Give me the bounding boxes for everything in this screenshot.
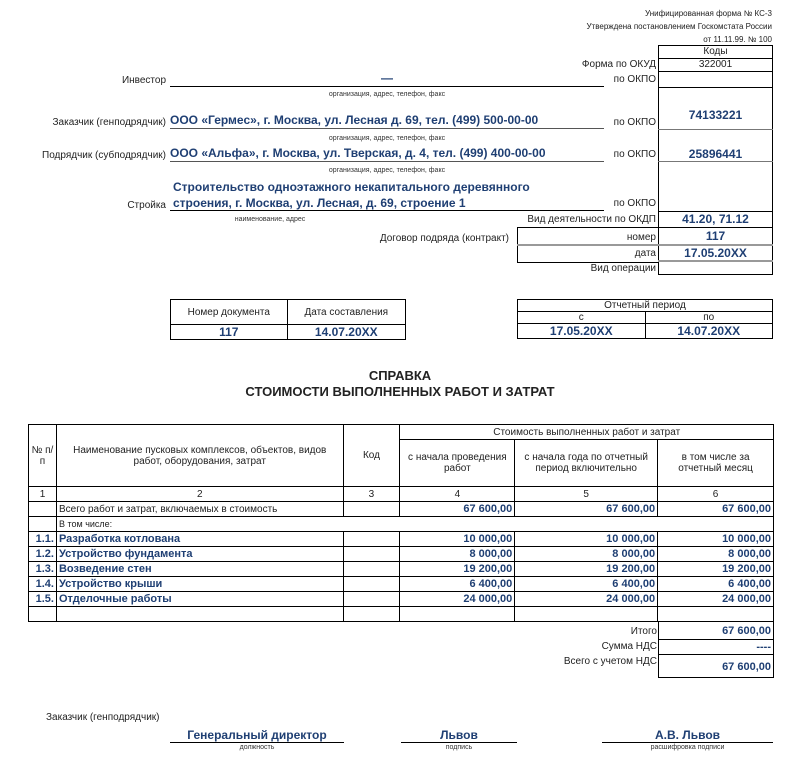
row-c6[interactable]: 10 000,00 bbox=[658, 532, 774, 547]
contract-label: Договор подряда (контракт) bbox=[379, 233, 509, 244]
sign-hint: подпись bbox=[445, 744, 473, 751]
doc-number[interactable]: 117 bbox=[171, 325, 288, 340]
investor-okpo-label: по ОКПО bbox=[613, 74, 656, 85]
number-label: номер bbox=[626, 232, 656, 243]
codes-title: Коды bbox=[703, 46, 728, 57]
site-label: Стройка bbox=[127, 200, 166, 211]
contractor-okpo[interactable]: 25896441 bbox=[688, 147, 743, 161]
row-c6[interactable]: 8 000,00 bbox=[658, 547, 774, 562]
row-c5[interactable]: 6 400,00 bbox=[515, 577, 658, 592]
grand-total-value[interactable]: 67 600,00 bbox=[722, 661, 771, 673]
doc-date-header: Дата составления bbox=[287, 300, 405, 325]
header-month: в том числе за отчетный месяц bbox=[658, 440, 774, 487]
row-name[interactable]: Устройство крыши bbox=[56, 577, 343, 592]
total-label: Итого bbox=[630, 626, 657, 637]
works-table bbox=[28, 424, 774, 622]
header-num: № п/п bbox=[29, 425, 57, 487]
col-number: 5 bbox=[515, 487, 658, 502]
row-name[interactable]: Возведение стен bbox=[56, 562, 343, 577]
row-c6[interactable]: 19 200,00 bbox=[658, 562, 774, 577]
col-number: 6 bbox=[658, 487, 774, 502]
investor-hint: организация, адрес, телефон, факс bbox=[328, 91, 446, 98]
okdp-label: по ОКДП bbox=[614, 214, 656, 225]
header-from-year: с начала года по отчетный период включительно bbox=[515, 440, 658, 487]
table-row bbox=[29, 592, 774, 607]
period-to-label: по bbox=[645, 312, 773, 324]
period-to[interactable]: 14.07.20XX bbox=[645, 324, 773, 339]
investor-field[interactable]: — bbox=[170, 71, 604, 87]
period-from[interactable]: 17.05.20XX bbox=[518, 324, 646, 339]
customer-okpo-label: по ОКПО bbox=[613, 117, 656, 128]
okud-code[interactable]: 322001 bbox=[698, 59, 733, 70]
total-row-c6[interactable]: 67 600,00 bbox=[658, 502, 774, 517]
document-title: СПРАВКА bbox=[368, 368, 432, 383]
site-hint: наименование, адрес bbox=[234, 216, 306, 223]
contractor-okpo-label: по ОКПО bbox=[613, 149, 656, 160]
activity-label: Вид деятельности bbox=[527, 214, 612, 225]
total-row-label: Всего работ и затрат, включаемых в стоимость bbox=[56, 502, 343, 517]
form-title: Унифицированная форма № КС-3 bbox=[645, 9, 772, 18]
row-num: 1.2. bbox=[29, 547, 57, 562]
total-row-code[interactable] bbox=[343, 502, 400, 517]
col-number: 4 bbox=[400, 487, 515, 502]
period-header: Отчетный период bbox=[518, 300, 773, 312]
period-from-label: с bbox=[518, 312, 646, 324]
vat-value[interactable]: ---- bbox=[756, 641, 771, 653]
table-row bbox=[29, 577, 774, 592]
row-c5[interactable]: 24 000,00 bbox=[515, 592, 658, 607]
header-from-start: с начала проведения работ bbox=[400, 440, 515, 487]
contractor-hint: организация, адрес, телефон, факс bbox=[328, 167, 446, 174]
customer-label: Заказчик (генподрядчик) bbox=[52, 117, 166, 128]
row-c5[interactable]: 10 000,00 bbox=[515, 532, 658, 547]
investor-label: Инвестор bbox=[121, 75, 166, 86]
col-number: 3 bbox=[343, 487, 400, 502]
row-c6[interactable]: 24 000,00 bbox=[658, 592, 774, 607]
document-subtitle: СТОИМОСТИ ВЫПОЛНЕННЫХ РАБОТ И ЗАТРАТ bbox=[245, 384, 555, 399]
customer-field[interactable]: ООО «Гермес», г. Москва, ул. Лесная д. 69, тел. (499) 500-00-00 bbox=[170, 113, 604, 129]
doc-number-header: Номер документа bbox=[171, 300, 288, 325]
total-row-c4[interactable]: 67 600,00 bbox=[400, 502, 515, 517]
row-code[interactable] bbox=[343, 532, 400, 547]
position-hint: должность bbox=[239, 744, 275, 751]
col-number: 2 bbox=[56, 487, 343, 502]
row-c4[interactable]: 19 200,00 bbox=[400, 562, 515, 577]
site-line-2[interactable]: строения, г. Москва, ул. Лесная, д. 69, строение 1 bbox=[170, 196, 604, 211]
row-num: 1.1. bbox=[29, 532, 57, 547]
row-c4[interactable]: 24 000,00 bbox=[400, 592, 515, 607]
decode-hint: расшифровка подписи bbox=[650, 744, 725, 751]
site-okpo-label: по ОКПО bbox=[613, 198, 656, 209]
row-name[interactable]: Разработка котлована bbox=[56, 532, 343, 547]
document-info-table bbox=[170, 299, 406, 340]
customer-hint: организация, адрес, телефон, факс bbox=[328, 135, 446, 142]
signature-party-label: Заказчик (генподрядчик) bbox=[46, 712, 160, 723]
total-row bbox=[29, 502, 774, 517]
empty-row bbox=[29, 607, 774, 622]
grand-total-label: Всего с учетом НДС bbox=[563, 656, 657, 667]
contract-date[interactable]: 17.05.20XX bbox=[684, 246, 747, 260]
row-num: 1.5. bbox=[29, 592, 57, 607]
date-label: дата bbox=[634, 248, 656, 259]
row-name[interactable]: Устройство фундамента bbox=[56, 547, 343, 562]
row-num: 1.3. bbox=[29, 562, 57, 577]
contractor-label: Подрядчик (субподрядчик) bbox=[42, 150, 166, 161]
row-c4[interactable]: 10 000,00 bbox=[400, 532, 515, 547]
row-code[interactable] bbox=[343, 592, 400, 607]
row-c6[interactable]: 6 400,00 bbox=[658, 577, 774, 592]
customer-okpo[interactable]: 74133221 bbox=[688, 108, 743, 122]
header-name: Наименование пусковых комплексов, объектов, видов работ, оборудования, затрат bbox=[56, 425, 343, 487]
reporting-period-table bbox=[517, 299, 773, 339]
okdp-code[interactable]: 41.20, 71.12 bbox=[682, 212, 749, 226]
row-code[interactable] bbox=[343, 547, 400, 562]
site-line-1[interactable]: Строительство одноэтажного некапитального деревянного bbox=[173, 180, 530, 194]
signature-decode[interactable]: А.В. Львов bbox=[602, 728, 773, 743]
operation-label: Вид операции bbox=[590, 263, 656, 274]
approval-date: от 11.11.99. № 100 bbox=[703, 35, 772, 44]
approval-text: Утверждена постановлением Госкомстата России bbox=[586, 22, 772, 31]
header-code: Код bbox=[343, 425, 400, 487]
table-row bbox=[29, 532, 774, 547]
row-name[interactable]: Отделочные работы bbox=[56, 592, 343, 607]
vat-label: Сумма НДС bbox=[601, 641, 657, 652]
col-number: 1 bbox=[29, 487, 57, 502]
row-c4[interactable]: 8 000,00 bbox=[400, 547, 515, 562]
total-row-c5[interactable]: 67 600,00 bbox=[515, 502, 658, 517]
row-code[interactable] bbox=[343, 562, 400, 577]
total-value[interactable]: 67 600,00 bbox=[722, 625, 771, 637]
row-c5[interactable]: 8 000,00 bbox=[515, 547, 658, 562]
contract-number[interactable]: 117 bbox=[705, 229, 726, 243]
signature-sign[interactable]: Львов bbox=[401, 728, 517, 743]
row-c4[interactable]: 6 400,00 bbox=[400, 577, 515, 592]
table-row bbox=[29, 547, 774, 562]
doc-date[interactable]: 14.07.20XX bbox=[287, 325, 405, 340]
header-cost-group: Стоимость выполненных работ и затрат bbox=[400, 425, 774, 440]
table-row bbox=[29, 562, 774, 577]
row-c5[interactable]: 19 200,00 bbox=[515, 562, 658, 577]
contractor-field[interactable]: ООО «Альфа», г. Москва, ул. Тверская, д. 4, тел. (499) 400-00-00 bbox=[170, 146, 604, 162]
row-num: 1.4. bbox=[29, 577, 57, 592]
row-code[interactable] bbox=[343, 577, 400, 592]
signature-position[interactable]: Генеральный директор bbox=[170, 728, 344, 743]
okud-label: Форма по ОКУД bbox=[581, 59, 656, 70]
including-label: В том числе: bbox=[56, 517, 773, 532]
